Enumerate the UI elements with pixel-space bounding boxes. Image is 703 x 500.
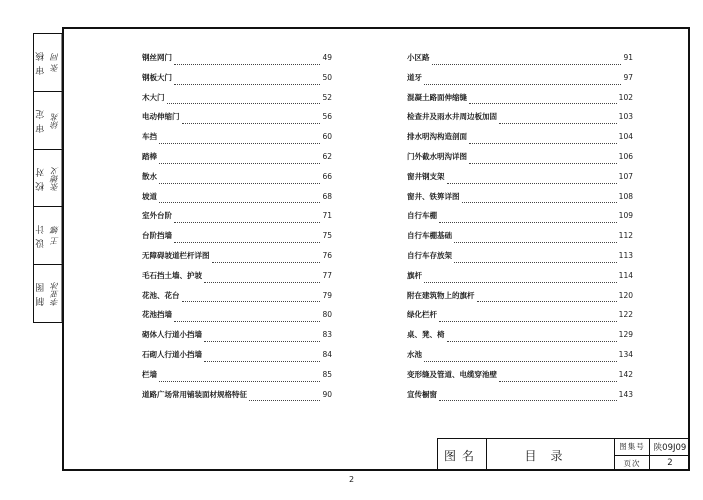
leader-dots (469, 98, 617, 104)
toc-entry[interactable] (142, 329, 332, 349)
leader-dots (477, 296, 617, 302)
toc-entry[interactable] (407, 210, 633, 230)
page-row (615, 456, 690, 472)
leader-dots (182, 296, 321, 302)
leader-dots (469, 138, 617, 144)
leader-dots (204, 336, 320, 342)
leader-dots (454, 237, 617, 243)
toc-entry-title: 栏墙 (142, 369, 157, 379)
leader-dots (159, 197, 320, 203)
leader-dots (454, 257, 617, 263)
toc-entry[interactable] (142, 309, 332, 329)
toc-entry[interactable] (142, 230, 332, 250)
toc-entry[interactable] (407, 369, 633, 389)
toc-entry-title: 道路广场常用铺装面材规格特征 (142, 389, 247, 399)
toc-entry[interactable] (142, 290, 332, 310)
toc-entry-title: 自行车存放架 (407, 250, 452, 260)
toc-entry-title: 旗杆 (407, 270, 422, 280)
toc-entry-page: 91 (623, 53, 633, 62)
toc-entry-title: 自行车棚基础 (407, 231, 452, 241)
toc-entry-page: 71 (322, 211, 332, 221)
approval-cell (34, 34, 62, 92)
page-number: 2 (348, 475, 355, 484)
toc-entry-title: 坡道 (142, 191, 157, 201)
page-label: 页次 (615, 456, 650, 472)
toc-entry-page: 107 (618, 171, 633, 181)
toc-entry-title: 桌、凳、椅 (407, 330, 445, 340)
toc-entry[interactable] (407, 329, 633, 349)
toc-entry-page: 103 (618, 112, 633, 122)
toc-entry-page: 79 (322, 290, 332, 300)
toc-entry[interactable] (407, 92, 633, 112)
toc-entry[interactable] (407, 52, 633, 72)
toc-entry-title: 砌体人行道小挡墙 (142, 330, 202, 340)
leader-dots (174, 237, 320, 243)
toc-entry-page: 113 (618, 250, 633, 260)
leader-dots (447, 178, 617, 184)
toc-entry-title: 混凝土路面伸缩缝 (407, 92, 467, 102)
toc-entry-page: 97 (623, 72, 633, 82)
approval-cell (34, 265, 62, 322)
toc-entry-title: 宣传橱窗 (407, 389, 437, 399)
toc-entry-page: 112 (618, 231, 633, 241)
toc-entry[interactable] (407, 270, 633, 290)
leader-dots (174, 316, 320, 322)
toc-entry[interactable] (407, 72, 633, 92)
title-block-name-label: 图名 (438, 439, 487, 471)
leader-dots (432, 59, 622, 65)
toc-entry-page: 90 (322, 389, 332, 399)
toc-entry-title: 无障碍坡道栏杆详图 (142, 250, 210, 260)
toc-entry-page: 134 (618, 349, 633, 359)
leader-dots (159, 178, 320, 184)
approval-cell (34, 150, 62, 208)
toc-entry-title: 排水明沟构造剖面 (407, 132, 467, 142)
toc-entry[interactable] (407, 230, 633, 250)
toc-entry[interactable] (407, 290, 633, 310)
approval-label: 校 对 (36, 166, 47, 190)
toc-entry[interactable] (142, 349, 332, 369)
toc-entry-page: 60 (322, 132, 332, 142)
toc-entry-page: 75 (322, 231, 332, 241)
leader-dots (249, 395, 320, 401)
toc-entry-page: 85 (322, 369, 332, 379)
toc-entry-page: 52 (322, 92, 332, 102)
toc-entry[interactable] (407, 250, 633, 270)
page-value: 2 (667, 458, 673, 469)
toc-entry-page: 80 (322, 310, 332, 320)
toc-entry-page: 50 (322, 72, 332, 82)
approval-label: 制 图 (36, 281, 47, 306)
approval-cell (34, 207, 62, 265)
leader-dots (499, 376, 617, 382)
leader-dots (424, 277, 617, 283)
toc-entry-title: 石砌人行道小挡墙 (142, 349, 202, 359)
toc-entry-title: 道牙 (407, 72, 422, 82)
toc-entry-title: 自行车棚 (407, 211, 437, 221)
atlas-value: 陕09J09 (653, 442, 687, 453)
approval-label: 设 计 (36, 223, 47, 248)
approval-signature: 徐兆 (48, 92, 63, 149)
toc-entry-title: 台阶挡墙 (142, 231, 172, 241)
toc-entry[interactable] (407, 171, 633, 191)
toc-entry-title: 钢板大门 (142, 72, 172, 82)
leader-dots (499, 118, 617, 124)
toc-entry[interactable] (142, 389, 332, 409)
approval-strip (33, 33, 63, 323)
approval-signature: 王 娜 (48, 207, 63, 264)
toc-entry-page: 104 (618, 132, 633, 142)
approval-label: 审 核 (36, 50, 47, 75)
atlas-label: 图集号 (615, 439, 650, 455)
toc-entry[interactable] (407, 131, 633, 151)
toc-entry[interactable] (407, 151, 633, 171)
toc-entry-page: 62 (322, 151, 332, 161)
toc-entry-title: 附在建筑物上的旗杆 (407, 290, 475, 300)
toc-entry[interactable] (142, 131, 332, 151)
toc-entry-page: 68 (322, 191, 332, 201)
leader-dots (159, 158, 320, 164)
toc-entry-title: 车挡 (142, 132, 157, 142)
title-block-title: 目录 (487, 439, 615, 471)
toc-entry[interactable] (142, 250, 332, 270)
leader-dots (174, 217, 320, 223)
toc-entry-page: 102 (618, 92, 633, 102)
toc-entry-page: 77 (322, 270, 332, 280)
toc-entry-page: 108 (618, 191, 633, 201)
toc-entry-page: 106 (618, 151, 633, 161)
toc-entry[interactable] (142, 72, 332, 92)
approval-signature: 张 同 (48, 34, 63, 91)
toc-right-column (407, 52, 633, 408)
toc-entry-title: 木大门 (142, 92, 165, 102)
toc-entry[interactable] (407, 349, 633, 369)
leader-dots (439, 217, 617, 223)
toc-entry-page: 66 (322, 171, 332, 181)
atlas-row (615, 439, 690, 456)
leader-dots (159, 376, 320, 382)
toc-entry-title: 散水 (142, 171, 157, 181)
toc-entry[interactable] (142, 52, 332, 72)
toc-entry-title: 花池、花台 (142, 290, 180, 300)
toc-entry[interactable] (142, 171, 332, 191)
toc-entry-title: 室外台阶 (142, 211, 172, 221)
toc-entry[interactable] (142, 111, 332, 131)
leader-dots (212, 257, 321, 263)
toc-entry-page: 143 (618, 389, 633, 399)
toc-entry-page: 49 (322, 53, 332, 62)
toc-entry-title: 小区路 (407, 53, 430, 62)
toc-entry-page: 84 (322, 349, 332, 359)
toc-entry-page: 114 (618, 270, 633, 280)
toc-entry-title: 电动伸缩门 (142, 112, 180, 122)
toc-entry[interactable] (142, 92, 332, 112)
leader-dots (439, 395, 617, 401)
toc-entry-title: 检查井及雨水井周边板加固 (407, 112, 497, 122)
leader-dots (174, 79, 320, 85)
toc-entry-title: 窗井钢支架 (407, 171, 445, 181)
toc-entry-title: 踏棒 (142, 151, 157, 161)
toc-entry[interactable] (142, 151, 332, 171)
toc-entry-page: 83 (322, 330, 332, 340)
toc-entry-page: 109 (618, 211, 633, 221)
toc-entry[interactable] (142, 369, 332, 389)
toc-entry[interactable] (142, 270, 332, 290)
toc-entry[interactable] (142, 210, 332, 230)
leader-dots (439, 316, 617, 322)
toc-entry[interactable] (407, 111, 633, 131)
leader-dots (167, 98, 321, 104)
toc-entry-title: 门外截水明沟详图 (407, 151, 467, 161)
title-block (437, 438, 690, 471)
title-block-meta (615, 439, 690, 471)
leader-dots (174, 59, 320, 65)
toc-entry-page: 122 (618, 310, 633, 320)
toc-entry[interactable] (407, 389, 633, 409)
leader-dots (462, 197, 617, 203)
leader-dots (204, 356, 320, 362)
toc-entry[interactable] (142, 191, 332, 211)
toc-left-column (142, 52, 332, 408)
leader-dots (204, 277, 320, 283)
toc-entry-title: 绿化栏杆 (407, 310, 437, 320)
toc-entry-page: 120 (618, 290, 633, 300)
leader-dots (424, 356, 617, 362)
leader-dots (159, 138, 320, 144)
approval-cell (34, 92, 62, 150)
toc-entry-title: 钢丝网门 (142, 53, 172, 62)
approval-signature: 李亚冰 (48, 265, 63, 322)
leader-dots (424, 79, 621, 85)
toc-entry[interactable] (407, 309, 633, 329)
toc-entry-title: 变形缝及管道、电缆穿池壁 (407, 369, 497, 379)
toc-entry-page: 142 (618, 369, 633, 379)
toc-entry[interactable] (407, 191, 633, 211)
toc-entry-page: 76 (322, 250, 332, 260)
approval-label: 审 定 (36, 108, 47, 133)
toc-entry-title: 水池 (407, 349, 422, 359)
toc-entry-title: 窗井、铁箅详图 (407, 191, 460, 201)
leader-dots (182, 118, 321, 124)
leader-dots (447, 336, 617, 342)
toc-entry-page: 129 (618, 330, 633, 340)
approval-signature: 张德义 (48, 150, 63, 207)
toc-entry-page: 56 (322, 112, 332, 122)
toc-entry-title: 毛石挡土墙、护坡 (142, 270, 202, 280)
toc-entry-title: 花池挡墙 (142, 310, 172, 320)
leader-dots (469, 158, 617, 164)
